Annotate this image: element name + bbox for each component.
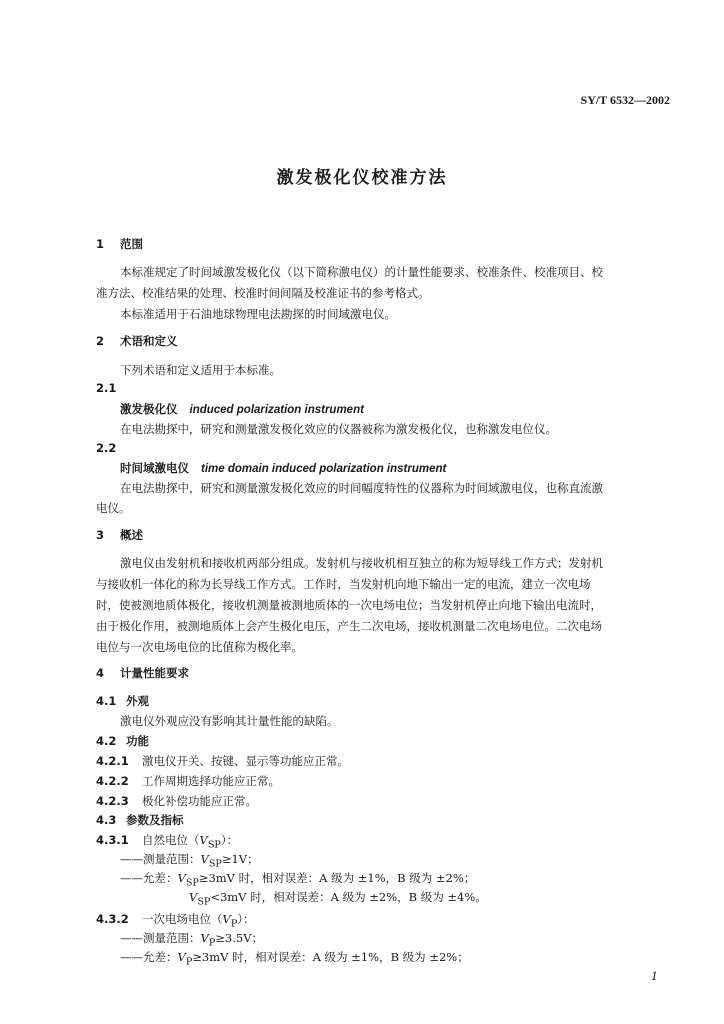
page-title: 激发极化仪校准方法	[276, 168, 448, 188]
symbol: V	[200, 931, 209, 945]
symbol-subscript: P	[230, 918, 238, 930]
paragraph-line: 本标准规定了时间域激发极化仪（以下简称激电仪）的计量性能要求、校准条件、校准项目、校	[120, 265, 603, 279]
section-number: 1	[96, 237, 105, 251]
paragraph-line: 激电仪外观应没有影响其计量性能的缺陷。	[120, 714, 339, 728]
subsection-number: 4.1	[96, 694, 117, 708]
clause-4-3-1	[96, 832, 238, 850]
clause-number: 4.2.3	[96, 794, 129, 808]
section-number: 2	[96, 334, 105, 348]
term-english: induced polarization instrument	[189, 404, 364, 416]
paragraph-line: 电位与一次电场电位的比值称为极化率。	[96, 640, 303, 654]
symbol-subscript: P	[208, 937, 216, 949]
symbol-subscript: P	[185, 956, 193, 968]
section-number: 3	[96, 528, 105, 542]
symbol-subscript: SP	[185, 877, 199, 889]
clause-text: 工作周期选择功能应正常。	[142, 774, 280, 788]
spec-label: ——允差：	[120, 871, 178, 885]
clause-text: 自然电位（	[142, 833, 200, 847]
subsection-title: 功能	[126, 734, 149, 748]
paragraph-line: 由于极化作用，被测地质体上会产生极化电压，产生二次电场，接收机测量二次电场电位。二次电场	[96, 619, 602, 633]
spec-value: ≥3mV 时，相对误差：A 级为 ±1%，B 级为 ±2%；	[192, 950, 469, 964]
symbol: V	[222, 912, 231, 926]
symbol: V	[189, 890, 198, 904]
term-definition: 电仪。	[96, 501, 131, 515]
section-title: 范围	[120, 237, 143, 251]
term-number: 2.1	[96, 381, 117, 395]
spec-line	[120, 851, 259, 869]
clause-text: 极化补偿功能应正常。	[142, 794, 257, 808]
section-4-heading	[96, 665, 189, 681]
section-title: 术语和定义	[120, 334, 178, 348]
term-definition: 在电法勘探中，研究和测量激发极化效应的仪器被称为激发极化仪，也称激发电位仪。	[120, 422, 557, 436]
section-number: 4	[96, 666, 105, 680]
subsection-title: 参数及指标	[126, 813, 184, 827]
spec-line	[189, 889, 487, 907]
clause-text: 一次电场电位（	[142, 912, 223, 926]
paragraph-line: 下列术语和定义适用于本标准。	[120, 363, 281, 377]
spec-label: ——允差：	[120, 950, 178, 964]
clause-4-2-2	[96, 773, 280, 789]
paragraph-line: 准方法、校准结果的处理、校准时间间隔及校准证书的参考格式。	[96, 286, 430, 300]
symbol: V	[199, 833, 208, 847]
subsection-number: 4.2	[96, 734, 117, 748]
clause-4-2-1	[96, 753, 349, 769]
term-name	[120, 401, 364, 417]
spec-line	[120, 870, 475, 888]
clause-4-3-2	[96, 911, 255, 929]
symbol: V	[177, 871, 186, 885]
term-name	[120, 460, 446, 476]
subsection-4-1	[96, 693, 149, 709]
term-english: time domain induced polarization instrument	[201, 463, 447, 475]
symbol-subscript: SP	[208, 858, 222, 870]
page-number: 1	[651, 970, 658, 983]
spec-value: ≥1V；	[221, 852, 259, 866]
section-title: 计量性能要求	[120, 666, 189, 680]
standard-number: SY/T 6532—2002	[580, 93, 670, 107]
spec-value: <3mV 时，相对误差：A 级为 ±2%，B 级为 ±4%。	[210, 890, 487, 904]
clause-number: 4.3.1	[96, 833, 129, 847]
symbol: V	[177, 950, 186, 964]
paragraph-line: 时，使被测地质体极化，接收机测量被测地质体的一次电场电位；当发射机停止向地下输出电流时，	[96, 598, 602, 612]
clause-text: ）：	[220, 833, 239, 847]
spec-line	[120, 930, 263, 948]
section-title: 概述	[120, 528, 143, 542]
symbol: V	[200, 852, 209, 866]
symbol-subscript: SP	[197, 896, 211, 908]
section-2-heading	[96, 333, 178, 349]
section-3-heading	[96, 527, 143, 543]
subsection-number: 4.3	[96, 813, 117, 827]
clause-4-2-3	[96, 793, 257, 809]
paragraph-line: 激电仪由发射机和接收机两部分组成。发射机与接收机相互独立的称为短导线工作方式；发射机	[120, 556, 603, 570]
spec-value: ≥3mV 时，相对误差：A 级为 ±1%，B 级为 ±2%；	[198, 871, 476, 885]
paragraph-line: 本标准适用于石油地球物理电法勘探的时间域激电仪。	[120, 307, 396, 321]
spec-label: ——测量范围：	[120, 852, 201, 866]
clause-number: 4.2.1	[96, 754, 129, 768]
paragraph-line: 与接收机一体化的称为长导线工作方式。工作时，当发射机向地下输出一定的电流，建立一次电场	[96, 577, 591, 591]
term-chinese: 激发极化仪	[120, 402, 178, 416]
spec-line	[120, 949, 469, 967]
term-chinese: 时间域激电仪	[120, 461, 189, 475]
spec-value: ≥3.5V；	[215, 931, 263, 945]
section-1-heading	[96, 236, 143, 252]
clause-text: ）：	[237, 912, 255, 926]
subsection-4-2	[96, 733, 149, 749]
term-definition: 在电法勘探中，研究和测量激发极化效应的时间幅度特性的仪器称为时间域激电仪，也称直流激	[120, 481, 603, 495]
clause-text: 激电仪开关、按键、显示等功能应正常。	[142, 754, 349, 768]
clause-number: 4.2.2	[96, 774, 129, 788]
spec-label: ——测量范围：	[120, 931, 201, 945]
symbol-subscript: SP	[207, 839, 221, 851]
clause-number: 4.3.2	[96, 912, 129, 926]
term-number: 2.2	[96, 441, 117, 455]
subsection-title: 外观	[126, 694, 149, 708]
subsection-4-3	[96, 812, 184, 828]
